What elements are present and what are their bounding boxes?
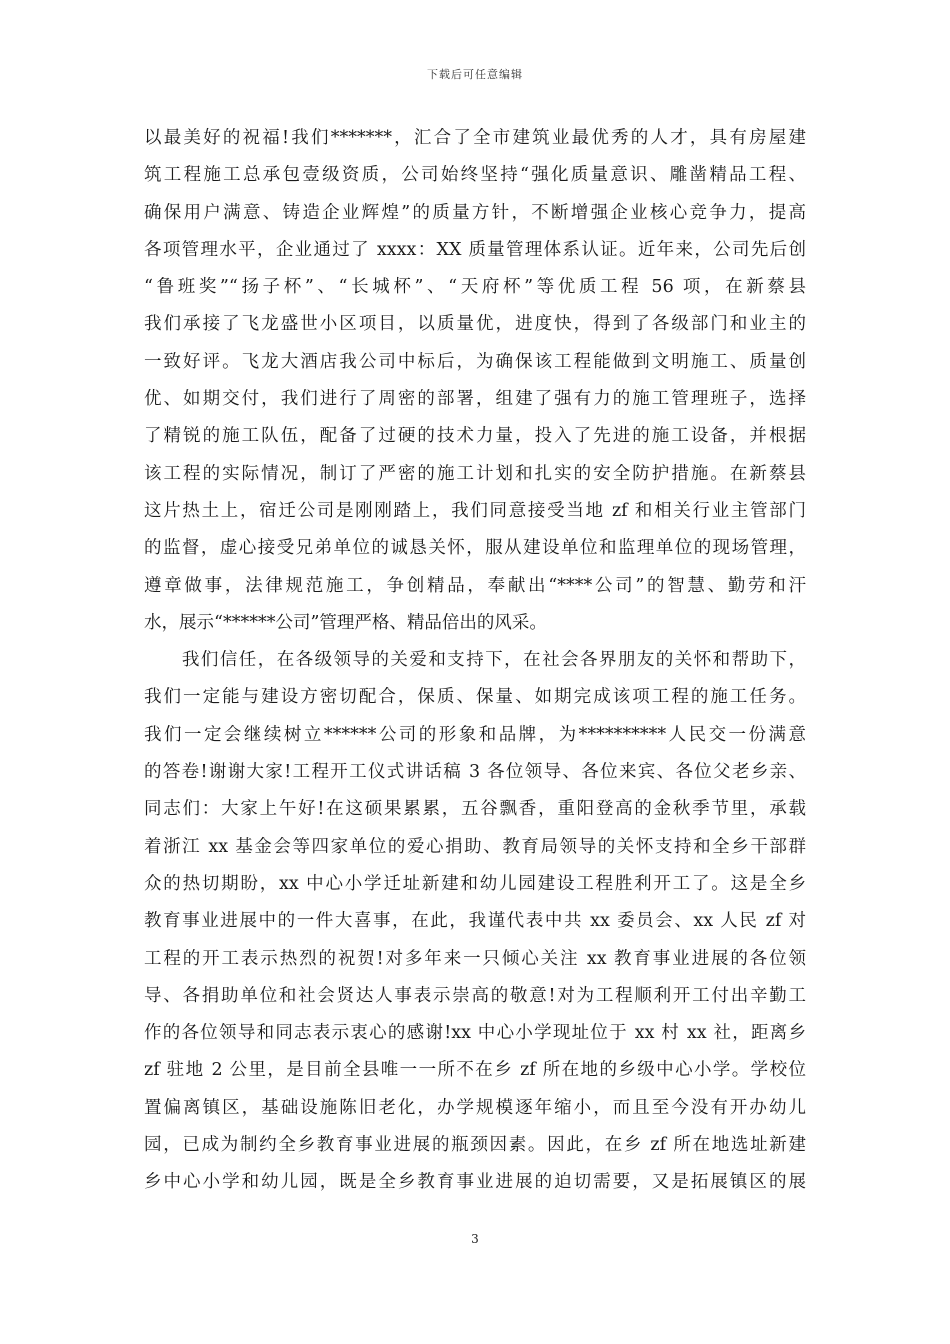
- text-line: “鲁班奖”“扬子杯”、“长城杯”、“天府杯”等优质工程 56 项，在新蔡县: [144, 277, 806, 298]
- text-line: 导、各捐助单位和社会贤达人事表示崇高的敬意!对为工程顺利开工付出辛勤工: [144, 985, 806, 1006]
- text-line: 教育事业进展中的一件大喜事，在此，我谨代表中共 xx 委员会、xx 人民 zf 对: [144, 911, 806, 932]
- text-line: 各项管理水平，企业通过了 xxxx：XX 质量管理体系认证。近年来，公司先后创: [144, 239, 806, 260]
- text-line: 这片热土上，宿迁公司是刚刚踏上，我们同意接受当地 zf 和相关行业主管部门: [144, 500, 806, 521]
- text-line: 以最美好的祝福!我们*******，汇合了全市建筑业最优秀的人才，具有房屋建: [144, 128, 806, 148]
- text-line: 确保用户满意、铸造企业辉煌”的质量方针，不断增强企业核心竞争力，提高: [144, 202, 806, 223]
- text-line: 优、如期交付，我们进行了周密的部署，组建了强有力的施工管理班子，选择: [144, 389, 806, 410]
- text-line: 了精锐的施工队伍，配备了过硬的技术力量，投入了先进的施工设备，并根据: [144, 426, 806, 447]
- text-line: 乡中心小学和幼儿园，既是全乡教育事业进展的迫切需要，又是拓展镇区的展: [144, 1172, 806, 1193]
- text-line: 工程的开工表示热烈的祝贺!对多年来一只倾心关注 xx 教育事业进展的各位领: [144, 948, 806, 969]
- page-number: 3: [471, 1232, 479, 1246]
- text-line: 众的热切期盼，xx 中心小学迁址新建和幼儿园建设工程胜利开工了。这是全乡: [144, 873, 806, 894]
- page-header: 下载后可任意编辑: [427, 68, 523, 81]
- document-body: [144, 120, 806, 1202]
- text-line: 的监督，虚心接受兄弟单位的诚恳关怀，服从建设单位和监理单位的现场管理，: [144, 538, 806, 559]
- text-line: 着浙江 xx 基金会等四家单位的爱心捐助、教育局领导的关怀支持和全乡干部群: [144, 836, 806, 857]
- text-line: 的答卷!谢谢大家!工程开工仪式讲话稿 3 各位领导、各位来宾、各位父老乡亲、: [144, 762, 806, 783]
- text-line: 同志们：大家上午好!在这硕果累累，五谷飘香，重阳登高的金秋季节里，承载: [144, 799, 806, 820]
- text-line-paragraph-end: 水，展示“******公司”管理严格、精品倍出的风采。: [144, 612, 547, 633]
- text-line: 我们一定能与建设方密切配合，保质、保量、如期完成该项工程的施工任务。: [144, 687, 806, 708]
- text-line: 园，已成为制约全乡教育事业进展的瓶颈因素。因此，在乡 zf 所在地选址新建: [144, 1135, 806, 1156]
- text-line: 筑工程施工总承包壹级资质，公司始终坚持“强化质量意识、雕凿精品工程、: [144, 165, 806, 186]
- text-line: 我们一定会继续树立******公司的形象和品牌，为**********人民交一份满意: [144, 724, 806, 745]
- text-line-paragraph-start: 我们信任，在各级领导的关爱和支持下，在社会各界朋友的关怀和帮助下，: [144, 650, 806, 671]
- text-line: 作的各位领导和同志表示衷心的感谢!xx 中心小学现址位于 xx 村 xx 社，距离乡: [144, 1023, 806, 1044]
- text-line: zf 驻地 2 公里，是目前全县唯一一所不在乡 zf 所在地的乡级中心小学。学校位: [144, 1060, 806, 1081]
- text-line: 遵章做事，法律规范施工，争创精品，奉献出“****公司”的智慧、勤劳和汗: [144, 575, 806, 596]
- text-line: 我们承接了飞龙盛世小区项目，以质量优，进度快，得到了各级部门和业主的: [144, 314, 806, 335]
- text-line: 一致好评。飞龙大酒店我公司中标后，为确保该工程能做到文明施工、质量创: [144, 351, 806, 372]
- text-line: 置偏离镇区，基础设施陈旧老化，办学规模逐年缩小，而且至今没有开办幼儿: [144, 1097, 806, 1118]
- text-line: 该工程的实际情况，制订了严密的施工计划和扎实的安全防护措施。在新蔡县: [144, 463, 806, 484]
